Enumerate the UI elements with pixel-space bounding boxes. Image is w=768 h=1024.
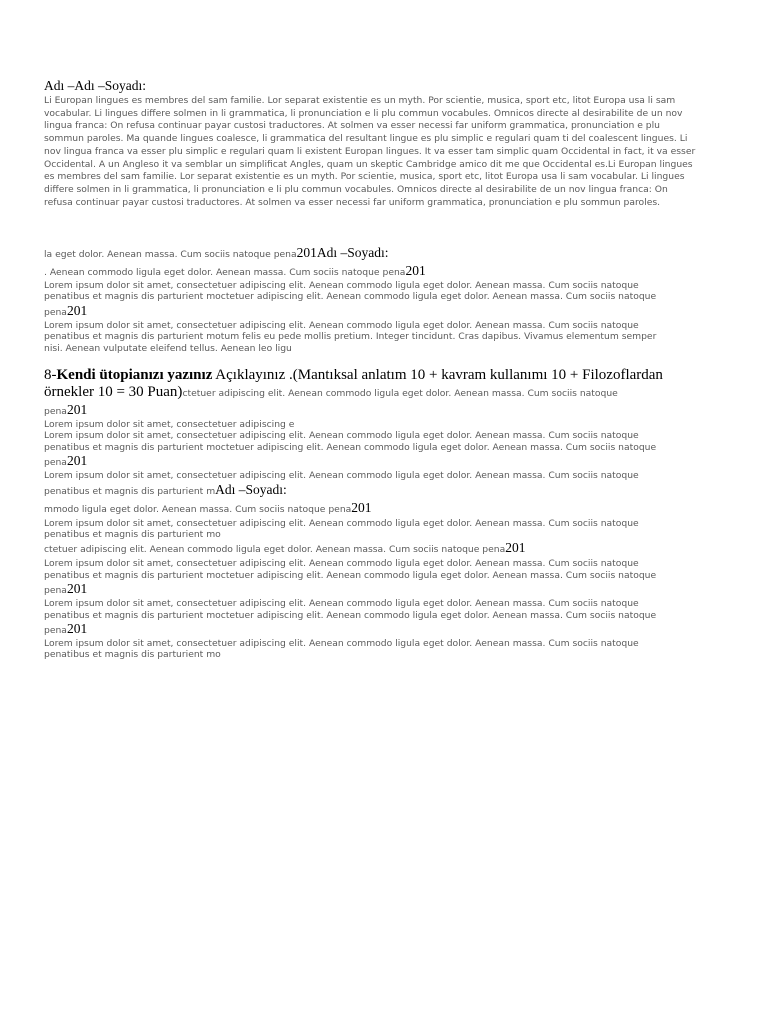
intro-paragraph: Li Europan lingues es membres del sam familie. Lor separat existentie es un myth. Por scientie, musica, sport etc, litot Europa usa li sam vocabular. Li lingues differe solmen in li grammatica, li pronunciation e li plu commun vocabules. Omnicos directe al desirabilite de un nov lingua franca: On refusa continuar payar custosi traductores. At solmen va esser necessi far uniform grammatica, pronunciation e plu sommun paroles. Ma quande lingues coalesce, li grammatica del resultant lingue es plu simplic e regulari quam ti del coalescent lingues. Li nov lingua franca va esser plu simplic e regulari quam li existent Europan lingues. It va esser tam simplic quam Occidental in fact, it va esser Occidental. A un Angleso it va semblar un simplificat Angles, quam un skeptic Cambridge amico dit me que Occidental es.Li Europan lingues es membres del sam familie. Lor separat existentie es un myth. Por scientie, musica, sport etc, litot Europa usa li sam vocabular. Li lingues differe solmen in li grammatica, li pronunciation e li plu commun vocabules. Omnicos directe al desirabilite de un nov lingua franca: On refusa continuar payar custosi traductores. At solmen va esser necessi far uniform grammatica, pronunciation e plu sommun paroles. — [44, 95, 696, 208]
text-fragment-large: Adı –Soyadı: — [215, 481, 287, 497]
text-fragment-large: 201 — [66, 402, 88, 417]
text-line: Lorem ipsum dolor sit amet, consectetuer adipiscing elit. Aenean commodo ligula eget dolor. Aenean massa. Cum sociis natoque — [44, 638, 639, 650]
text-line: penatibus et magnis dis parturient moctetuer adipiscing elit. Aenean commodo ligula eget dolor. Aenean massa. Cum sociis natoque — [44, 569, 657, 581]
text-line: penatibus et magnis dis parturient mo — [44, 649, 221, 661]
question-heading — [44, 367, 696, 384]
text-fragment: pena — [44, 306, 67, 318]
text-fragment-large: 201 — [351, 499, 372, 515]
question-instructions: Açıklayınız .(Mantıksal anlatım 10 + kavram kullanımı 10 + Filozoflardan — [212, 367, 663, 383]
question-points: örnekler 10 = 30 Puan) — [44, 384, 183, 400]
text-line — [44, 402, 696, 419]
text-line — [44, 482, 696, 500]
text-line: Lorem ipsum dolor sit amet, consectetuer adipiscing elit. Aenean commodo ligula eget dolor. Aenean massa. Cum sociis natoque — [44, 598, 639, 610]
question-number: 8- — [44, 367, 57, 383]
text-line: Lorem ipsum dolor sit amet, consectetuer adipiscing elit. Aenean commodo ligula eget dolor. Aenean massa. Cum sociis natoque — [44, 280, 639, 291]
text-line: Lorem ipsum dolor sit amet, consectetuer adipiscing elit. Aenean commodo ligula eget dolor. Aenean massa. Cum sociis natoque — [44, 558, 639, 570]
text-line — [44, 263, 696, 280]
text-fragment: ctetuer adipiscing elit. Aenean commodo ligula eget dolor. Aenean massa. Cum sociis natoque — [182, 388, 618, 399]
text-line — [44, 540, 696, 558]
text-fragment: pena — [44, 457, 67, 469]
text-fragment-large: 201 — [505, 540, 526, 556]
text-line: Lorem ipsum dolor sit amet, consectetuer adipiscing elit. Aenean commodo ligula eget dolor. Aenean massa. Cum sociis natoque — [44, 430, 639, 442]
text-line: Lorem ipsum dolor sit amet, consectetuer adipiscing elit. Aenean commodo ligula eget dolor. Aenean massa. Cum sociis natoque — [44, 470, 639, 482]
section-lorem-block — [44, 245, 696, 354]
text-fragment: mmodo ligula eget dolor. Aenean massa. Cum sociis natoque pena — [44, 503, 352, 515]
text-fragment-large: 201Adı –Soyadı: — [296, 245, 389, 260]
question-heading-line2 — [44, 384, 696, 402]
text-line — [44, 453, 696, 470]
name-title: Adı –Adı –Soyadı: — [44, 78, 147, 93]
text-fragment-large: 201 — [66, 302, 88, 318]
text-line — [44, 500, 696, 518]
text-fragment: . Aenean commodo ligula eget dolor. Aenean massa. Cum sociis natoque pena — [44, 267, 406, 278]
question-title-bold: Kendi ütopianızı yazınız — [56, 367, 213, 383]
text-fragment-large: 201 — [66, 621, 88, 637]
text-fragment: ctetuer adipiscing elit. Aenean commodo ligula eget dolor. Aenean massa. Cum sociis natoque pena — [44, 544, 506, 556]
section-name-block — [44, 78, 696, 209]
text-fragment-large: 201 — [66, 453, 88, 469]
text-fragment: pena — [44, 406, 67, 417]
text-line: penatibus et magnis dis parturient mo — [44, 529, 221, 541]
text-line — [44, 581, 696, 598]
text-line: penatibus et magnis dis parturient moctetuer adipiscing elit. Aenean commodo ligula eget dolor. Aenean massa. Cum sociis natoque — [44, 291, 657, 303]
text-fragment: pena — [44, 625, 67, 637]
text-fragment: la eget dolor. Aenean massa. Cum sociis natoque pena — [44, 249, 297, 260]
text-line — [44, 621, 696, 638]
text-line — [44, 245, 696, 263]
text-line — [44, 303, 696, 320]
text-line: Lorem ipsum dolor sit amet, consectetuer adipiscing elit. Aenean commodo ligula eget dolor. Aenean massa. Cum sociis natoque — [44, 319, 639, 331]
section-question-8 — [44, 367, 696, 661]
text-line: penatibus et magnis dis parturient moctetuer adipiscing elit. Aenean commodo ligula eget dolor. Aenean massa. Cum sociis natoque — [44, 441, 657, 453]
text-line: nisi. Aenean vulputate eleifend tellus. Aenean leo ligu — [44, 342, 292, 354]
text-fragment: penatibus et magnis dis parturient m — [44, 485, 216, 497]
text-fragment-large: 201 — [66, 581, 88, 597]
text-line: Lorem ipsum dolor sit amet, consectetuer adipiscing elit. Aenean commodo ligula eget dolor. Aenean massa. Cum sociis natoque — [44, 517, 639, 529]
text-fragment: pena — [44, 585, 67, 597]
text-line: penatibus et magnis dis parturient motum felis eu pede mollis pretium. Integer tincidunt. Cras dapibus. Vivamus elementum semper — [44, 331, 657, 343]
text-fragment-large: 201 — [405, 263, 426, 278]
text-line: Lorem ipsum dolor sit amet, consectetuer adipiscing e — [44, 419, 295, 430]
text-line: penatibus et magnis dis parturient moctetuer adipiscing elit. Aenean commodo ligula eget dolor. Aenean massa. Cum sociis natoque — [44, 609, 657, 621]
